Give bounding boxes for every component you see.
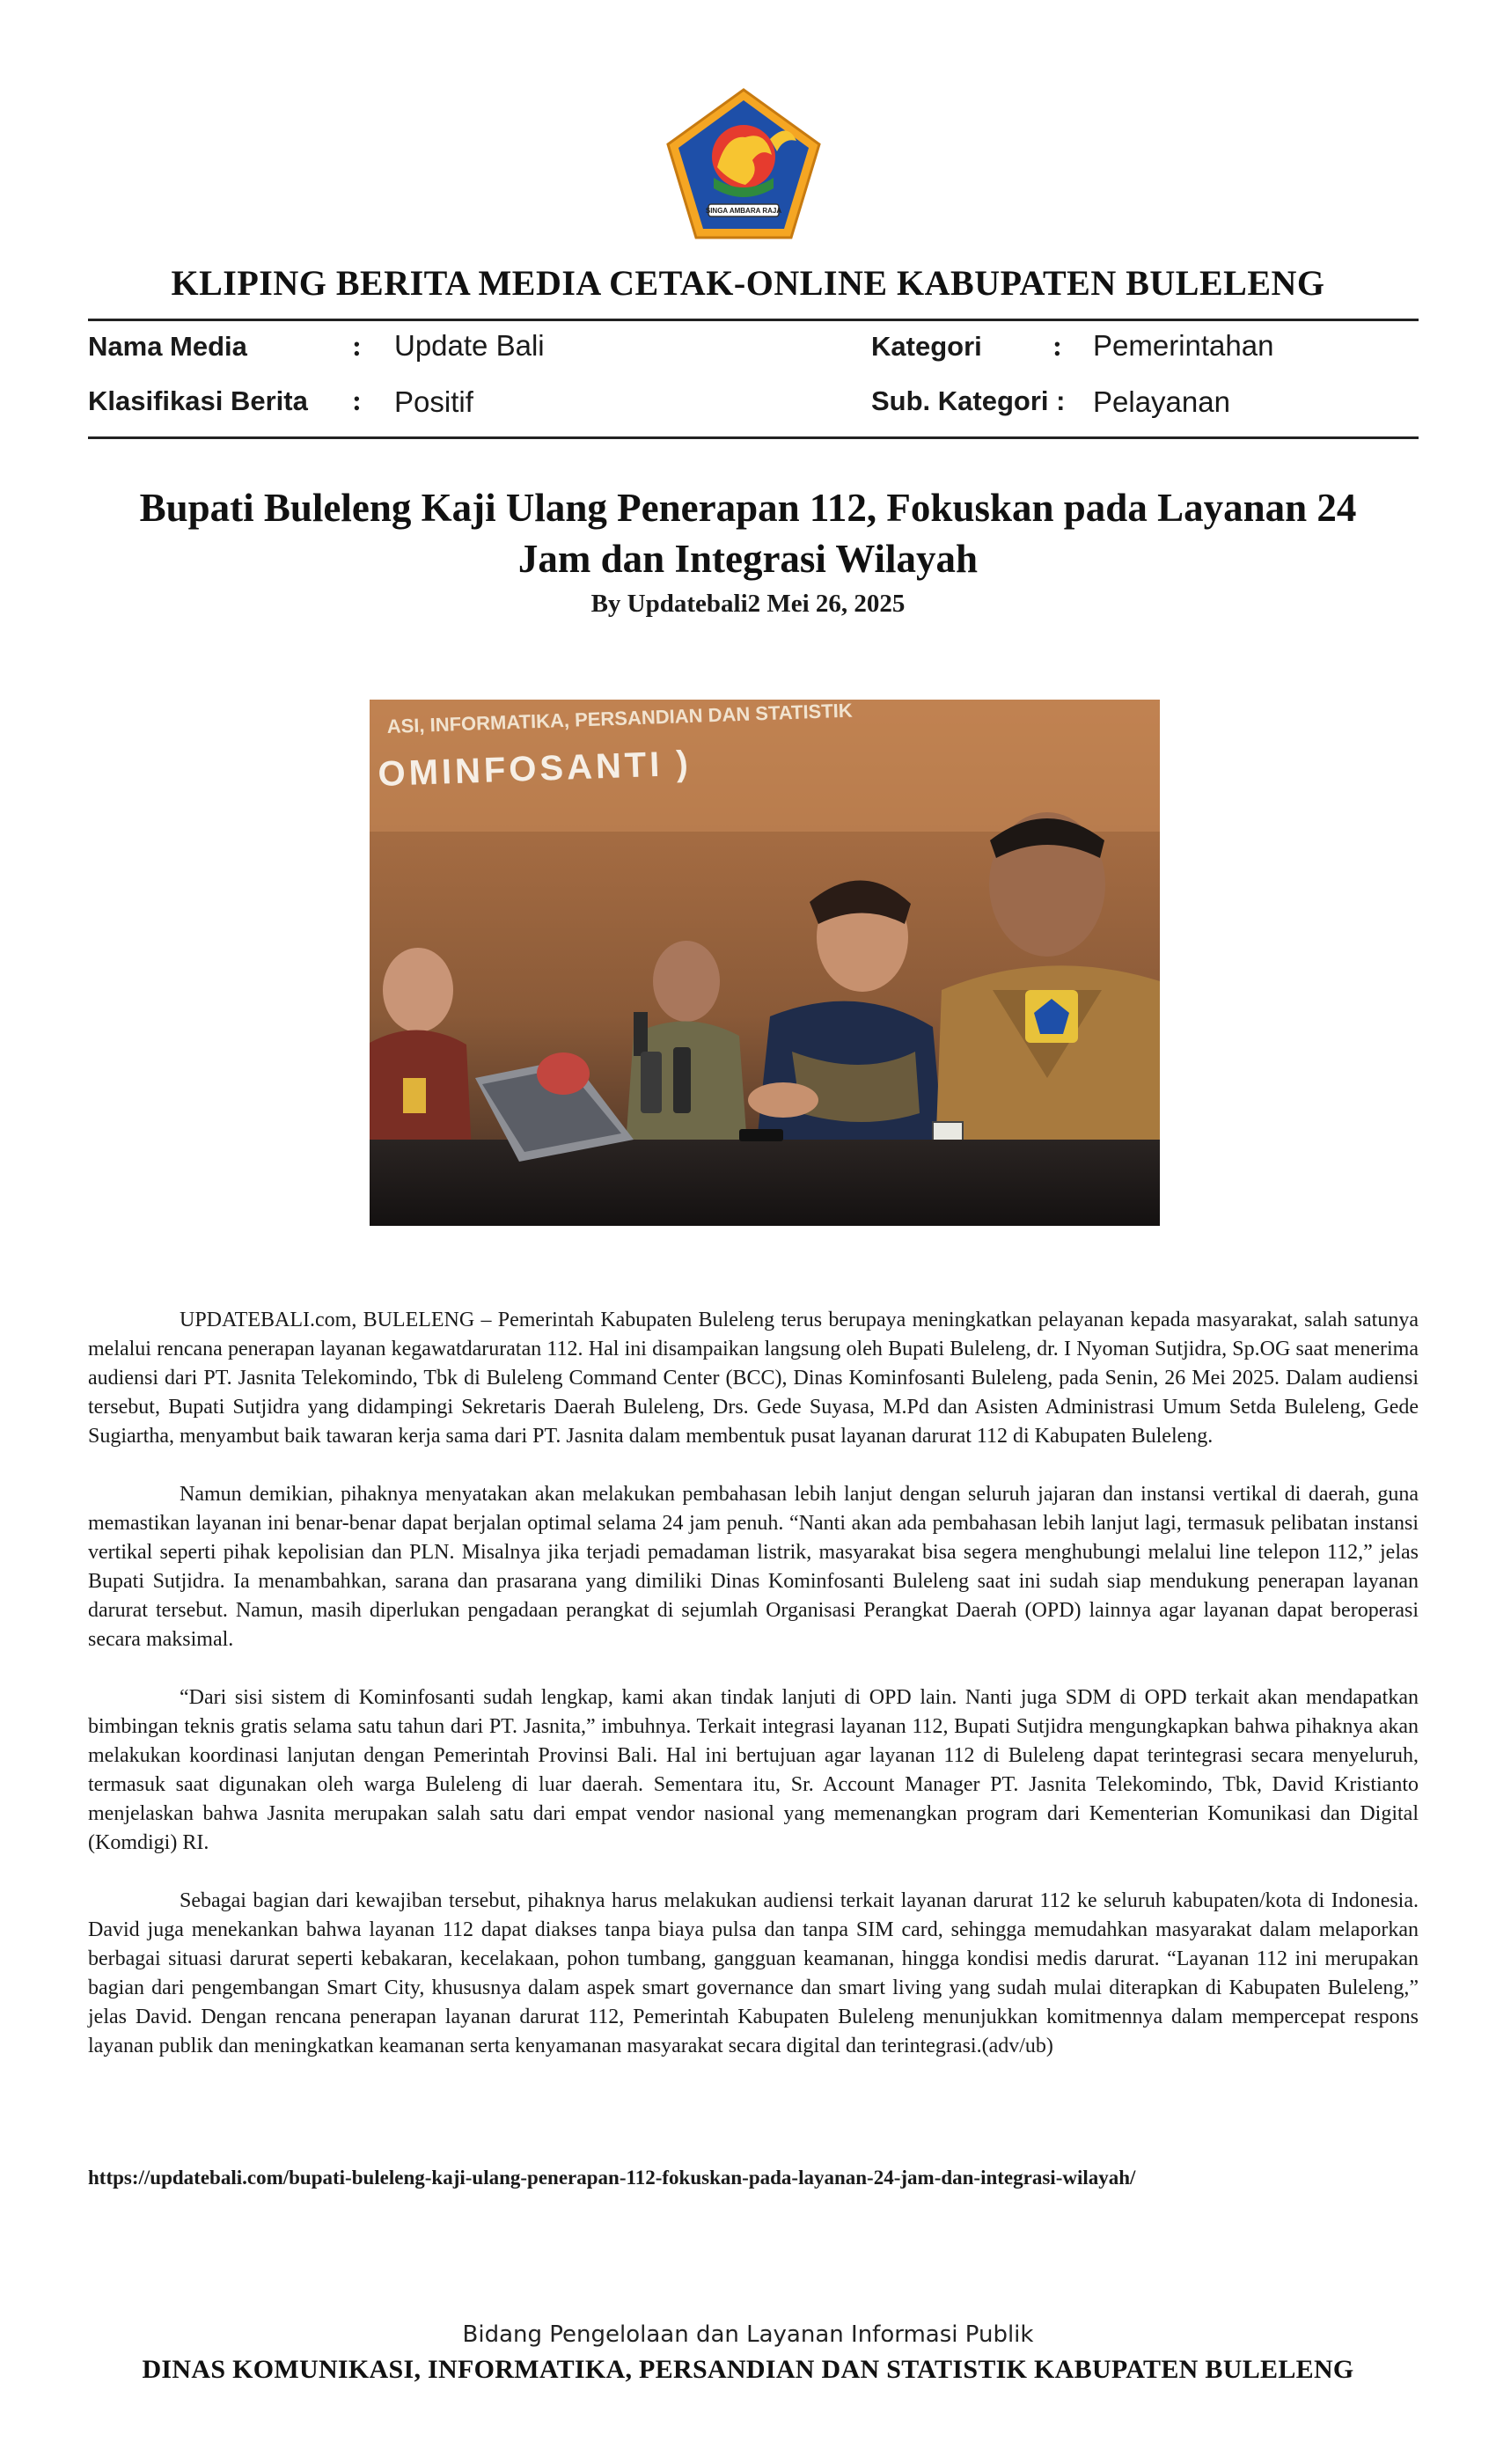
- photo-wall-text-1: ASI, INFORMATIKA, PERSANDIAN DAN STATISTIK: [386, 700, 854, 737]
- category-colon: :: [1052, 331, 1062, 363]
- buleleng-regency-emblem-icon: [664, 86, 823, 245]
- source-url-link[interactable]: https://updatebali.com/bupati-buleleng-kaji-ulang-penerapan-112-fokuskan-pada-layanan-24-jam-dan-integrasi-wilayah/: [88, 2167, 1136, 2189]
- emblem-motto: SINGA AMBARA RAJA: [705, 207, 782, 215]
- classification-label: Klasifikasi Berita: [88, 385, 308, 416]
- media-value: Update Bali: [394, 329, 545, 362]
- footer-department: Bidang Pengelolaan dan Layanan Informasi Publik: [462, 2321, 1034, 2348]
- article-byline: By Updatebali2 Mei 26, 2025: [590, 590, 906, 618]
- article-paragraph: Namun demikian, pihaknya menyatakan akan melakukan pembahasan lebih lanjut dengan seluruh jajaran dan instansi vertikal di daerah, guna memastikan layanan ini benar-benar dapat berjalan optimal selama 24 jam penuh. “Nanti akan ada pembahasan lebih lanjut lagi, termasuk pelibatan instansi vertikal seperti pihak kepolisian dan PLN. Misalnya jika terjadi pemadaman listrik, masyarakat bisa segera menghubungi melalui line telepon 112,” jelas Bupati Sutjidra. Ia menambahkan, sarana dan prasarana yang dimiliki Dinas Kominfosanti Buleleng saat ini sudah siap mendukung penerapan layanan darurat tersebut. Namun, masih diperlukan pengadaan perangkat di sejumlah Organisasi Perangkat Daerah (OPD) lainnya agar layanan dapat beroperasi secara maksimal.: [88, 1483, 1419, 1651]
- meta-row-classification: [88, 382, 1419, 431]
- top-rule: [88, 319, 1419, 321]
- subcategory-label: Sub. Kategori :: [871, 385, 1066, 416]
- category-label: Kategori: [871, 331, 982, 362]
- article-paragraph: UPDATEBALI.com, BULELENG – Pemerintah Kabupaten Buleleng terus berupaya meningkatkan pelayanan kepada masyarakat, salah satunya melalui rencana penerapan layanan kegawatdaruratan 112. Hal ini disampaikan langsung oleh Bupati Buleleng, dr. I Nyoman Sutjidra, Sp.OG saat menerima audiensi dari PT. Jasnita Telekomindo, Tbk di Buleleng Command Center (BCC), Dinas Kominfosanti Buleleng, pada Senin, 26 Mei 2025. Dalam audiensi tersebut, Bupati Sutjidra yang didampingi Sekretaris Daerah Buleleng, Drs. Gede Suyasa, M.Pd dan Asisten Administrasi Umum Setda Buleleng, Gede Sugiartha, menyambut baik tawaran kerja sama dari PT. Jasnita dalam membentuk pusat layanan darurat 112 di Kabupaten Buleleng.: [88, 1309, 1419, 1448]
- article-paragraph: Sebagai bagian dari kewajiban tersebut, pihaknya harus melakukan audiensi terkait layanan darurat 112 ke seluruh kabupaten/kota di Indonesia. David juga menekankan bahwa layanan 112 dapat diakses tanpa biaya pulsa dan tanpa SIM card, sehingga memudahkan masyarakat dalam melaporkan berbagai situasi darurat seperti kebakaran, kecelakaan, pohon tumbang, gangguan keamanan, hingga kondisi medis darurat. “Layanan 112 ini merupakan bagian dari pengembangan Smart City, khususnya dalam aspek smart governance dan smart living yang sudah mulai diterapkan di Kabupaten Buleleng,” jelas David. Dengan rencana penerapan layanan darurat 112, Pemerintah Kabupaten Buleleng menunjukkan komitmennya dalam mempercepat respons layanan publik dan meningkatkan keamanan serta kenyamanan masyarakat secara digital dan terintegrasi.(adv/ub): [88, 1889, 1419, 2057]
- clipping-title: KLIPING BERITA MEDIA CETAK-ONLINE KABUPATEN BULELENG: [171, 263, 1325, 303]
- article-body: [88, 1306, 1419, 2090]
- article-headline: Bupati Buleleng Kaji Ulang Penerapan 112, Fokuskan pada Layanan 24 Jam dan Integrasi Wilayah: [139, 486, 1357, 581]
- meta-row-media: [88, 327, 1419, 377]
- subcategory-value: Pelayanan: [1093, 385, 1230, 418]
- media-label: Nama Media: [88, 331, 247, 362]
- classification-colon: :: [352, 385, 362, 417]
- media-colon: :: [352, 331, 362, 363]
- category-value: Pemerintahan: [1093, 329, 1274, 362]
- photo-wall-text-2: OMINFOSANTI ): [377, 744, 693, 794]
- footer-agency: DINAS KOMUNIKASI, INFORMATIKA, PERSANDIAN DAN STATISTIK KABUPATEN BULELENG: [142, 2355, 1354, 2384]
- classification-value: Positif: [394, 385, 473, 418]
- meta-bottom-rule: [88, 436, 1419, 439]
- article-paragraph: “Dari sisi sistem di Kominfosanti sudah lengkap, kami akan tindak lanjuti di OPD lain. Nanti juga SDM di OPD terkait akan mendapatkan bimbingan teknis gratis selama satu tahun dari PT. Jasnita,” imbuhnya. Terkait integrasi layanan 112, Bupati Sutjidra mengungkapkan bahwa pihaknya akan melakukan koordinasi lanjutan dengan Pemerintah Provinsi Bali. Hal ini bertujuan agar layanan 112 di Buleleng dapat terintegrasi secara menyeluruh, termasuk saat digunakan oleh warga Buleleng di luar daerah. Sementara itu, Sr. Account Manager PT. Jasnita Telekomindo, Tbk, David Kristianto menjelaskan bahwa Jasnita merupakan salah satu dari empat vendor nasional yang memenangkan program dari Kementerian Komunikasi dan Digital (Komdigi) RI.: [88, 1686, 1419, 1854]
- article-photo: [370, 700, 1160, 1226]
